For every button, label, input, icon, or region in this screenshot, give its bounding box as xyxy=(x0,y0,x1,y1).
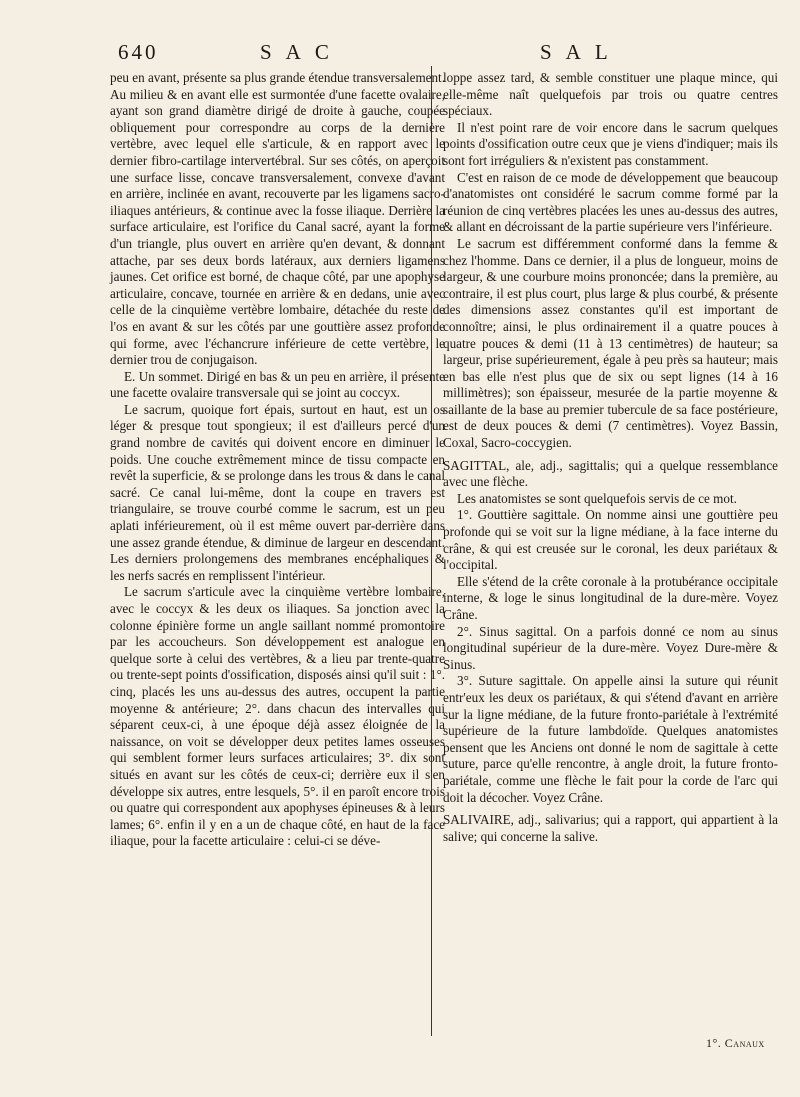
page-number: 640 xyxy=(118,40,159,64)
paragraph: Le sacrum, quoique fort épais, surtout en haut, est un os léger & presque tout spongieux; il est d'ailleurs percé d'un grand nombre de cavités qui doivent encore en diminuer le poids. Une couche extrêmement mince de tissu compacte en revêt la superficie, & se prolonge dans les trous & dans le canal sacré. Ce canal lui-même, dont la coupe en travers est triangulaire, se trouve courbé comme le sacrum, est un peu aplati inférieurement, où il est même ouvert par-derrière dans une assez grande étendue, & diminue de largeur en descendant. Les derniers prolongemens des membranes encéphaliques & les nerfs sacrés en remplissent l'intérieur. xyxy=(110,401,445,583)
paragraph: Elle s'étend de la crête coronale à la protubérance occipitale interne, & loge le sinus longitudinal de la dure-mère. Voyez Crâne. xyxy=(443,573,778,622)
paragraph: Il n'est point rare de voir encore dans le sacrum quelques points d'ossification outre ceux que je viens d'indiquer; mais ils sont fort irréguliers & n'existent pas constamment. xyxy=(443,119,778,168)
running-head-left: SAC xyxy=(260,40,343,64)
entry-sagittal: SAGITTAL, ale, adj., sagittalis; qui a quelque ressemblance avec une flèche. xyxy=(443,457,778,490)
entry-salivaire: SALIVAIRE, adj., salivarius; qui a rapport, qui appartient à la salive; qui concerne la salive. xyxy=(443,812,778,844)
paragraph: 3°. Suture sagittale. On appelle ainsi la suture qui réunit entr'eux les deux os pariétaux, & qui s'étend d'avant en arrière sur la ligne médiane, de la future fronto-pariétale à l'extrémité supérieure de la future lambdoïde. Quelques anatomistes pensent que les Anciens ont donné le nom de sagittale à cette suture, parce qu'elle rencontre, à angle droit, la future fronto-pariétale, comme une flèche le fait pour la corde de l'arc qui doit la décocher. Voyez Crâne. xyxy=(443,673,778,805)
paragraph: loppe assez tard, & semble constituer une plaque mince, qui elle-même naît quelquefois par trois ou quatre centres spéciaux. xyxy=(443,70,778,119)
paragraph: E. Un sommet. Dirigé en bas & un peu en arrière, il présente une facette ovalaire transversale qui se joint au coccyx. xyxy=(110,368,445,401)
paragraph: Le sacrum est différemment conformé dans la femme & chez l'homme. Dans ce dernier, il a plus de longueur, moins de largeur, & une courbure moins prononcée; dans la première, au contraire, il est plus court, plus large & plus courbé, & présente des dimensions assez constantes qu'il est important de connoître; ainsi, le plus ordinairement il a quatre pouces à quatre pouces & demi (11 à 13 centimètres) de hauteur; sa largeur, prise supérieurement, égale à peu près sa hauteur; mais en bas elle n'est plus que de six ou sept lignes (14 à 16 millimètres); son épaisseur, mesurée de la partie moyenne & saillante de la base au premier tubercule de sa face postérieure, est de deux pouces & demi (7 centimètres). Voyez Bassin, Coxal, Sacro-coccygien. xyxy=(443,235,778,451)
left-column xyxy=(110,70,445,850)
catchword: 1°. Canaux xyxy=(706,1036,765,1050)
paragraph: C'est en raison de ce mode de développement que beaucoup d'anatomistes ont considéré le sacrum comme formé par la réunion de cinq vertèbres placées les unes au-dessus des autres, & allant en décroissant de la partie supérieure vers l'inférieure. xyxy=(443,169,778,235)
paragraph: 2°. Sinus sagittal. On a parfois donné ce nom au sinus longitudinal supérieur de la dure-mère. Voyez Dure-mère & Sinus. xyxy=(443,623,778,672)
paragraph: 1°. Gouttière sagittale. On nomme ainsi une gouttière peu profonde qui se voit sur la ligne médiane, à la face interne du crâne, & qui est creusée sur le coronal, les deux pariétaux & l'occipital. xyxy=(443,507,778,573)
right-column xyxy=(443,70,778,845)
paragraph: Les anatomistes se sont quelquefois servis de ce mot. xyxy=(457,490,737,506)
running-head-right: SAL xyxy=(540,40,622,64)
paragraph: Le sacrum s'articule avec la cinquième vertèbre lombaire, avec le coccyx & les deux os iliaques. Sa jonction avec la colonne épinière forme un angle saillant nommé promontoire par les accoucheurs. Son développement est analogue en quelque sorte à celui des vertèbres, & a lieu par trente-quatre ou trente-sept points d'ossification, disposés ainsi qu'il suit : 1°. cinq, placés les uns au-dessus des autres, occupent la partie moyenne & antérieure; 2°. dans chacun des intervalles qui séparent ceux-ci, à une époque déjà assez éloignée de la naissance, on voit se développer deux petites lames osseuses qui semblent former leurs surfaces articulaires; 3°. dix sont situés en avant sur les côtés de ceux-ci; derrière eux il s'en développe six autres, entre lesquels, 5°. il en paroît encore trois ou quatre qui correspondent aux apophyses épineuses & à leurs lames; 6°. enfin il y en a un de chaque côté, en haut de la face iliaque, pour la facette articulaire : celui-ci se déve- xyxy=(110,584,445,849)
paragraph: peu en avant, présente sa plus grande étendue transversalement. Au milieu & en avant elle est surmontée d'une facette ovalaire, ayant son grand diamètre dirigé de droite à gauche, coupée obliquement pour correspondre au corps de la dernière vertèbre, avec lequel elle s'articule, & en rapport avec le dernier fibro-cartilage intervertébral. Sur ses côtés, on aperçoit une surface lisse, concave transversalement, convexe d'avant en arrière, inclinée en avant, recouverte par les ligamens sacro-iliaques antérieurs, & continue avec la fosse iliaque. Derrière la surface articulaire, est l'orifice du Canal sacré, ayant la forme d'un triangle, plus ouvert en arrière qu'en devant, & donnant attache, par ses deux bords latéraux, aux derniers ligamens jaunes. Cet orifice est borné, de chaque côté, par une apophyse articulaire, concave, tournée en arrière & en dedans, unie avec celle de la cinquième vertèbre lombaire, détachée du reste de l'os en avant & sur les côtés par une gouttière assez profonde qui forme, avec l'échancrure inférieure de cette vertèbre, le dernier trou de conjugaison. xyxy=(110,70,445,368)
